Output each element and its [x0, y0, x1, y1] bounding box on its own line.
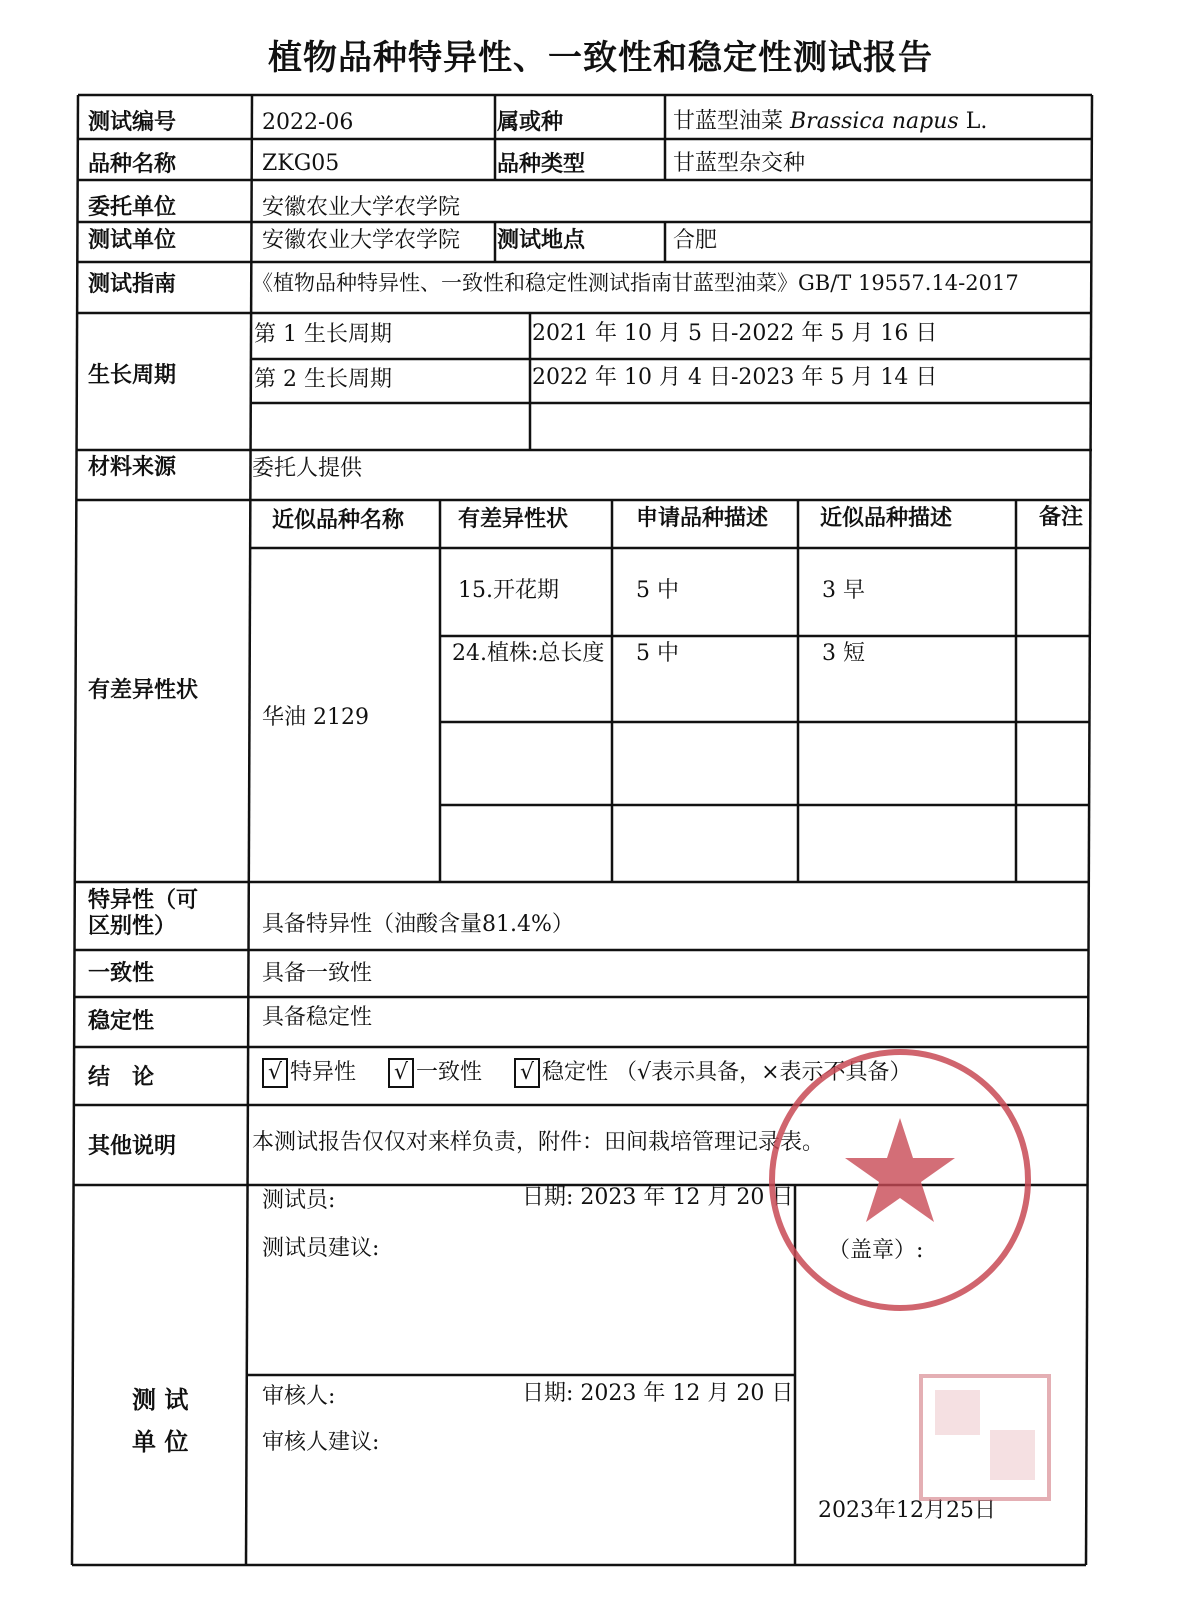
variety-name-label: 品种名称: [88, 152, 177, 177]
genus-label: 属或种: [497, 110, 564, 135]
distinct-label-line1: 特异性（可: [88, 888, 199, 913]
trait-1-applied: 5 中: [636, 578, 679, 603]
client-label: 委托单位: [88, 195, 177, 220]
cycle-2-range: 2022 年 10 月 4 日-2023 年 5 月 14 日: [532, 365, 938, 390]
test-no-value: 2022-06: [262, 110, 354, 135]
material-value: 委托人提供: [252, 456, 363, 481]
conclusion-item-uniform: 一致性: [416, 1060, 483, 1085]
tester-date: 日期: 2023 年 12 月 20 日: [522, 1185, 794, 1210]
genus-cn: 甘蓝型油菜: [673, 109, 784, 134]
cycle-1-range: 2021 年 10 月 5 日-2022 年 5 月 16 日: [532, 321, 938, 346]
diff-header-similar-name: 近似品种名称: [272, 508, 405, 533]
unit-label-line2: 单 位: [132, 1428, 189, 1456]
material-label: 材料来源: [88, 455, 177, 480]
guide-label: 测试指南: [88, 272, 177, 297]
page-title: 植物品种特异性、一致性和稳定性测试报告: [268, 38, 933, 78]
uniform-value: 具备一致性: [262, 961, 373, 986]
variety-type-label: 品种类型: [497, 152, 586, 177]
tester-advice-label: 测试员建议:: [262, 1236, 380, 1261]
seal-date: 2023年12月25日: [818, 1498, 996, 1523]
diff-header-remark: 备注: [1039, 505, 1084, 530]
conclusion-label: 结 论: [88, 1065, 155, 1090]
diff-header-applied: 申请品种描述: [636, 506, 769, 531]
variety-type-value: 甘蓝型杂交种: [673, 151, 806, 176]
distinct-label-line2: 区别性）: [88, 914, 177, 939]
trait-2-similar: 3 短: [822, 641, 865, 666]
diff-header-trait: 有差异性状: [458, 507, 569, 532]
guide-value: 《植物品种特异性、一致性和稳定性测试指南甘蓝型油菜》GB/T 19557.14-2017: [252, 271, 1019, 295]
reviewer-advice-label: 审核人建议:: [262, 1430, 380, 1455]
trait-2-applied: 5 中: [636, 641, 679, 666]
tester-unit-label: 测试单位: [88, 228, 177, 253]
variety-name-value: ZKG05: [262, 151, 340, 176]
tester-person-label: 测试员:: [262, 1188, 336, 1213]
reviewer-date: 日期: 2023 年 12 月 20 日: [522, 1381, 794, 1406]
stable-label: 稳定性: [88, 1009, 155, 1034]
genus-value: [673, 111, 987, 133]
site-value: 合肥: [673, 228, 718, 253]
seal-label: （盖章）:: [828, 1238, 924, 1263]
uniform-label: 一致性: [88, 961, 155, 986]
diff-label: 有差异性状: [88, 678, 199, 703]
similar-variety-name: 华油 2129: [262, 705, 369, 730]
other-label: 其他说明: [88, 1134, 177, 1159]
diff-header-similar-desc: 近似品种描述: [820, 506, 953, 531]
client-value: 安徽农业大学农学院: [262, 195, 461, 220]
stable-checkbox[interactable]: √: [514, 1058, 540, 1088]
uniform-checkbox[interactable]: √: [388, 1058, 414, 1088]
conclusion-item-distinct: 特异性: [290, 1060, 357, 1085]
genus-latin: Brassica napus: [790, 109, 959, 134]
trait-1: 15.开花期: [458, 578, 559, 603]
conclusion-item-stable: 稳定性: [542, 1060, 609, 1085]
reviewer-label: 审核人:: [262, 1384, 336, 1409]
distinct-checkbox[interactable]: √: [262, 1058, 288, 1088]
stable-value: 具备稳定性: [262, 1005, 373, 1030]
unit-label-line1: 测 试: [132, 1386, 189, 1414]
test-no-label: 测试编号: [88, 110, 177, 135]
trait-2: 24.植株:总长度: [452, 641, 605, 666]
site-label: 测试地点: [497, 228, 586, 253]
tester-unit-value: 安徽农业大学农学院: [262, 228, 461, 253]
genus-suffix: L.: [965, 109, 988, 134]
trait-1-similar: 3 早: [822, 578, 865, 603]
growth-label: 生长周期: [88, 363, 177, 388]
faint-square-stamp-icon: [915, 1370, 1055, 1505]
cycle-1-name: 第 1 生长周期: [254, 322, 392, 347]
official-seal-icon: [760, 1040, 1040, 1320]
distinct-value: 具备特异性（油酸含量81.4%）: [262, 912, 574, 937]
other-value: 本测试报告仅仅对来样负责，附件：田间栽培管理记录表。: [252, 1130, 825, 1155]
cycle-2-name: 第 2 生长周期: [254, 367, 392, 392]
conclusion-legend: （√表示具备，×表示不具备）: [615, 1060, 912, 1085]
